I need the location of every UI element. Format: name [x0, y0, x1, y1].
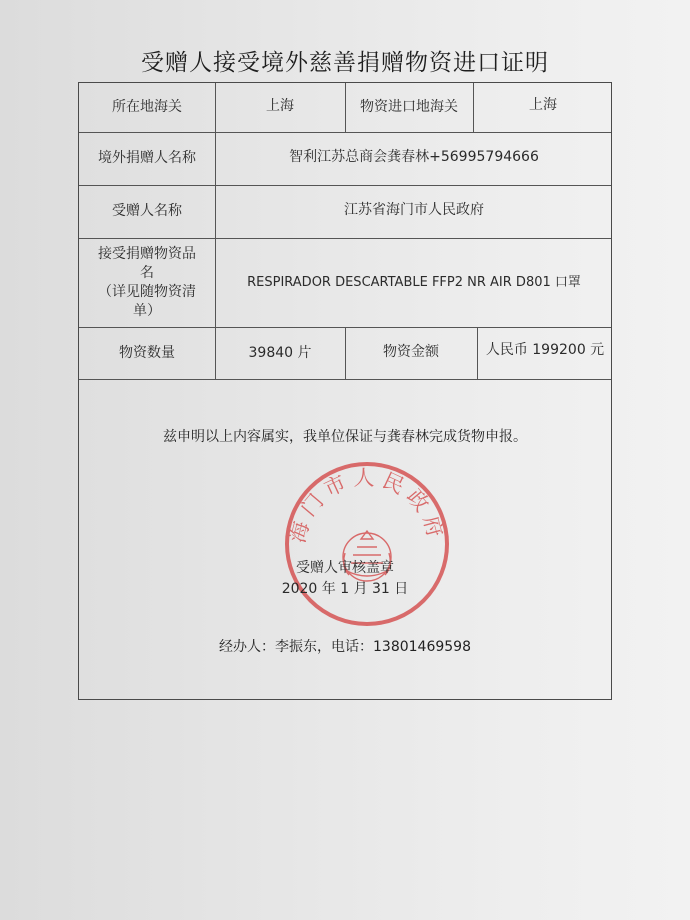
recipient-label: 受赠人名称 [112, 203, 182, 219]
svg-text:海门市人民政府: 海门市人民政府 [285, 466, 449, 546]
goods-label-line: 单） [133, 302, 161, 319]
quantity-label: 物资数量 [119, 344, 175, 361]
recipient-value: 江苏省海门市人民政府 [344, 201, 484, 218]
import-customs-value: 上海 [529, 96, 557, 113]
amount-label: 物资金额 [383, 343, 439, 360]
quantity-value: 39840 片 [248, 344, 312, 361]
document-title: 受赠人接受境外慈善捐赠物资进口证明 [141, 50, 549, 76]
row-divider [79, 379, 611, 380]
goods-label-line: 接受捐赠物资品 [98, 245, 196, 262]
goods-value: RESPIRADOR DESCARTABLE FFP2 NR AIR D801 口罩 [247, 275, 581, 290]
import-customs-label: 物资进口地海关 [360, 99, 458, 115]
declaration-statement: 兹申明以上内容属实，我单位保证与龚春林完成货物申报。 [163, 429, 527, 445]
customs-value: 上海 [266, 97, 294, 114]
customs-label: 所在地海关 [112, 99, 182, 115]
certificate-form [78, 82, 612, 700]
seal-caption: 受赠人审核盖章 [296, 560, 394, 576]
official-seal [282, 459, 452, 629]
donor-value: 智利江苏总商会龚春林+56995794666 [289, 148, 539, 165]
goods-label-line: （详见随物资清 [98, 283, 196, 300]
handler-contact: 经办人：李振东，电话：13801469598 [219, 639, 471, 655]
amount-value: 人民币 199200 元 [485, 341, 605, 358]
goods-label [79, 238, 215, 327]
seal-stamp-icon [282, 459, 452, 629]
seal-date: 2020 年 1 月 31 日 [281, 581, 409, 597]
goods-label-line: 名 [140, 264, 154, 281]
donor-label: 境外捐赠人名称 [98, 150, 196, 166]
